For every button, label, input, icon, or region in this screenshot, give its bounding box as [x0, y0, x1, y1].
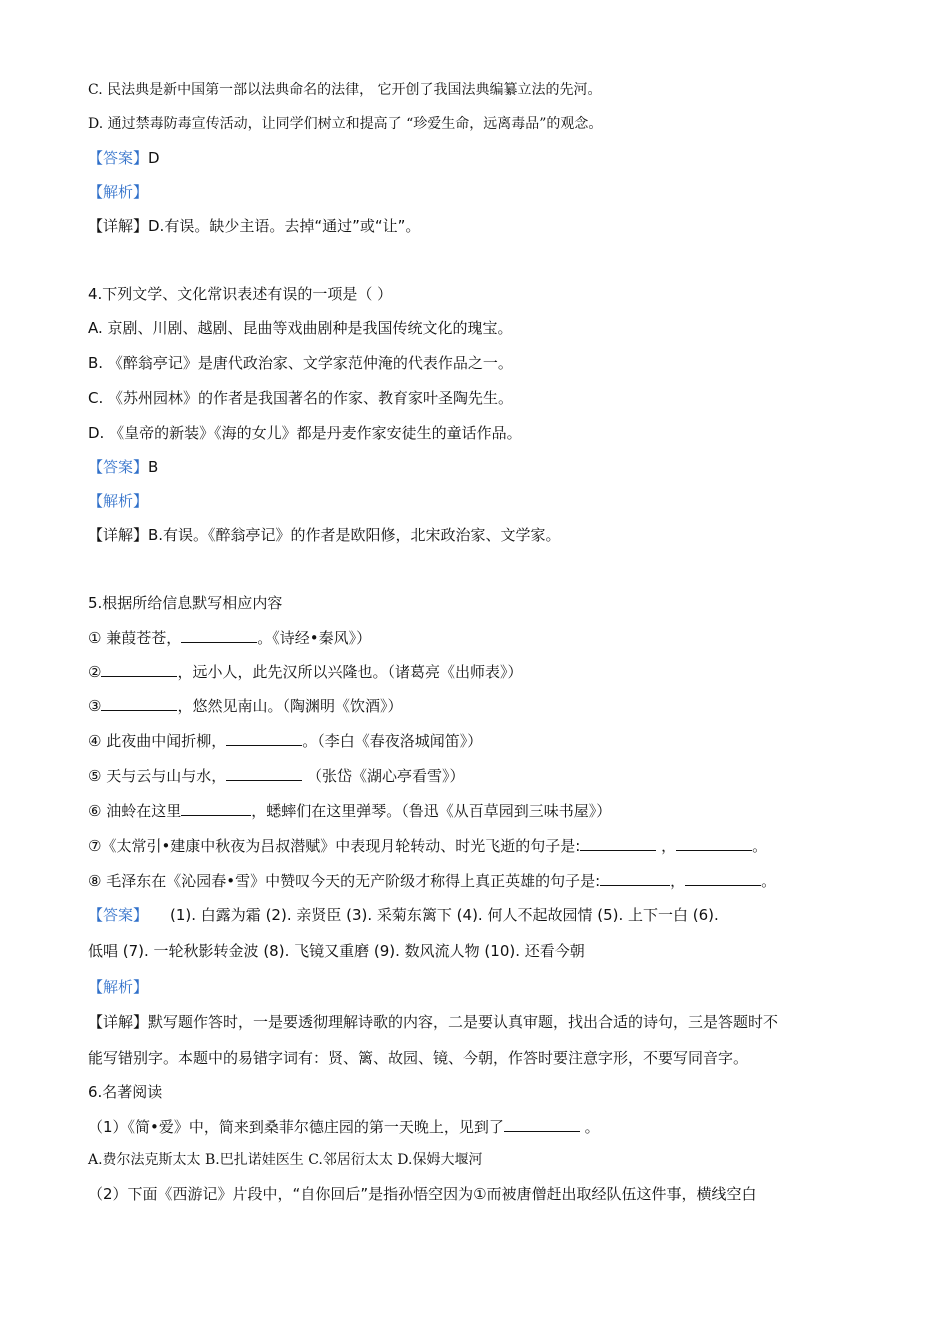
fill-blank[interactable] [181, 800, 251, 816]
q3-detail: 【详解】D.有误。缺少主语。去掉“通过”或“让”。 [88, 217, 421, 235]
q4-analysis-tag: 【解析】 [88, 492, 149, 510]
q5-answer-line-2: 低唱 (7). 一轮秋影转金波 (8). 飞镜又重磨 (9). 数风流人物 (10). 还看今朝 [88, 942, 585, 960]
q5-answer-line-1 [88, 905, 719, 925]
fill-blank[interactable] [580, 835, 656, 851]
q6-sub-2: （2）下面《西游记》片段中，“自你回后”是指孙悟空因为①而被唐僧赶出取经队伍这件事，横线空白 [88, 1185, 757, 1203]
q4-stem: 4.下列文学、文化常识表述有误的一项是（ ） [88, 285, 393, 303]
q6-sub-1-options: A.费尔法克斯太太 B.巴扎诺娃医生 C.邻居衍太太 D.保姆大堰河 [88, 1152, 483, 1168]
q3-option-c: C. 民法典是新中国第一部以法典命名的法律， 它开创了我国法典编纂立法的先河。 [88, 82, 602, 98]
q5-stem: 5.根据所给信息默写相应内容 [88, 594, 283, 612]
q3-analysis-tag: 【解析】 [88, 183, 149, 201]
q3-option-d: D. 通过禁毒防毒宣传活动，让同学们树立和提高了 “珍爱生命，远离毒品”的观念。 [88, 116, 603, 132]
q5-item-7: ⑦《太常引•建康中秋夜为吕叔潜赋》中表现月轮转动、时光飞逝的句子是: ， 。 [88, 837, 768, 855]
answer-tag: 【答案】 [88, 149, 149, 167]
answer-tag: 【答案】 [88, 458, 149, 476]
q4-answer [88, 457, 158, 477]
q5-item-3: ③ ，悠然见南山。（陶渊明《饮酒》） [88, 697, 403, 715]
q5-item-5: ⑤ 天与云与山与水， （张岱《湖心亭看雪》） [88, 767, 465, 785]
q5-item-2: ② ，远小人，此先汉所以兴隆也。（诸葛亮《出师表》） [88, 663, 523, 681]
q5-item-4: ④ 此夜曲中闻折柳， 。（李白《春夜洛城闻笛》） [88, 732, 483, 750]
q4-option-b: B. 《醉翁亭记》是唐代政治家、文学家范仲淹的代表作品之一。 [88, 354, 513, 372]
fill-blank[interactable] [226, 730, 302, 746]
q4-option-a: A. 京剧、川剧、越剧、昆曲等戏曲剧种是我国传统文化的瑰宝。 [88, 319, 513, 337]
q5-item-6: ⑥ 油蛉在这里 ，蟋蟀们在这里弹琴。（鲁迅《从百草园到三味书屋》） [88, 802, 612, 820]
fill-blank[interactable] [685, 870, 761, 886]
fill-blank[interactable] [181, 627, 257, 643]
q5-detail-line-1: 【详解】默写题作答时，一是要透彻理解诗歌的内容，二是要认真审题，找出合适的诗句，三是答题时不 [88, 1013, 779, 1031]
q5-item-8: ⑧ 毛泽东在《沁园春•雪》中赞叹今天的无产阶级才称得上真正英雄的句子是: ， 。 [88, 872, 777, 890]
q4-option-d: D. 《皇帝的新装》《海的女儿》都是丹麦作家安徒生的童话作品。 [88, 424, 522, 442]
q5-item-1: ① 兼葭苍苍， 。《诗经•秦风》） [88, 629, 372, 647]
answer-value: B [148, 458, 159, 476]
q3-answer [88, 148, 160, 168]
fill-blank[interactable] [101, 661, 177, 677]
answer-value: D [148, 149, 160, 167]
answer-tag: 【答案】 [88, 906, 149, 924]
q4-option-c: C. 《苏州园林》的作者是我国著名的作家、教育家叶圣陶先生。 [88, 389, 514, 407]
fill-blank[interactable] [101, 695, 177, 711]
fill-blank[interactable] [600, 870, 670, 886]
q4-detail: 【详解】B.有误。《醉翁亭记》的作者是欧阳修，北宋政治家、文学家。 [88, 526, 561, 544]
q6-sub-1: （1）《简•爱》中，简来到桑菲尔德庄园的第一天晚上，见到了 。 [88, 1118, 600, 1136]
q5-analysis-tag: 【解析】 [88, 978, 149, 996]
answer-value: (1). 白露为霜 (2). 亲贤臣 (3). 采菊东篱下 (4). 何人不起故园情 (5). 上下一白 (6). [170, 906, 719, 924]
fill-blank[interactable] [226, 765, 302, 781]
fill-blank[interactable] [504, 1116, 580, 1132]
q5-detail-line-2: 能写错别字。本题中的易错字词有：贤、篱、故园、镜、今朝，作答时要注意字形，不要写同音字。 [88, 1049, 749, 1067]
fill-blank[interactable] [676, 835, 752, 851]
q6-stem: 6.名著阅读 [88, 1083, 163, 1101]
